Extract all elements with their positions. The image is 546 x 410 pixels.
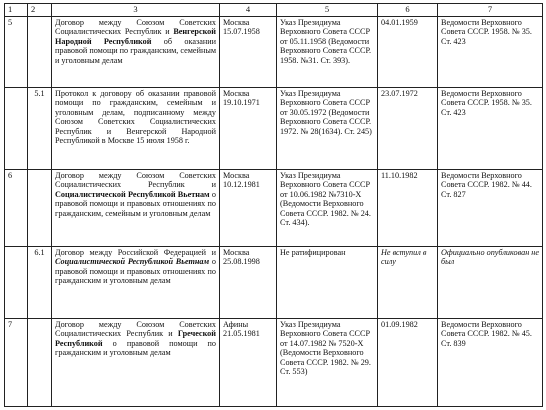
title-party: Социалистической Республикой Вьетнам xyxy=(55,257,210,267)
entry-into-force: Не вступил в силу xyxy=(378,247,438,319)
publication: Официально опубликован не был xyxy=(438,247,543,319)
place-date: Афины 21.05.1981 xyxy=(220,319,277,407)
title-party: Венгерской Народной Республикой xyxy=(55,27,216,46)
treaty-title xyxy=(52,319,220,407)
ratification: Указ Президиума Верховного Совета СССР от 10.06.1982 №7310-X (Ведомости Верховного Совета СССР. 1982. № 24. Ст. 434). xyxy=(277,170,378,247)
treaty-title xyxy=(52,17,220,88)
place-date: Москва 25.08.1998 xyxy=(220,247,277,319)
publication: Ведомости Верховного Совета СССР. 1958. № 35. Ст. 423 xyxy=(438,17,543,88)
col-header-4: 4 xyxy=(220,4,277,17)
col-header-5: 5 xyxy=(277,4,378,17)
row-subnumber xyxy=(28,170,52,247)
row-number: 5 xyxy=(5,17,28,88)
place-date: Москва 19.10.1971 xyxy=(220,88,277,170)
entry-into-force: 11.10.1982 xyxy=(378,170,438,247)
row-number: 7 xyxy=(5,319,28,407)
entry-into-force: 04.01.1959 xyxy=(378,17,438,88)
title-text-tail: об оказании правовой помощи по гражданским, семейным и уголовным делам xyxy=(55,36,217,65)
title-text: Договор между Российской Федерацией и xyxy=(55,248,216,257)
treaty-title xyxy=(52,247,220,319)
treaty-table xyxy=(4,3,543,407)
title-party: Социалистической Республикой Вьетнам xyxy=(55,189,210,199)
row-subnumber: 5.1 xyxy=(28,88,52,170)
place-date: Москва 10.12.1981 xyxy=(220,170,277,247)
table-row xyxy=(5,88,543,170)
table-row xyxy=(5,319,543,407)
ratification: Не ратифицирован xyxy=(277,247,378,319)
entry-into-force: 01.09.1982 xyxy=(378,319,438,407)
ratification: Указ Президиума Верховного Совета СССР от 05.11.1958 (Ведомости Верховного Совета СССР. 1958. №31. Ст. 393). xyxy=(277,17,378,88)
row-subnumber: 6.1 xyxy=(28,247,52,319)
place-date: Москва 15.07.1958 xyxy=(220,17,277,88)
col-header-7: 7 xyxy=(438,4,543,17)
col-header-1: 1 xyxy=(5,4,28,17)
col-header-2: 2 xyxy=(28,4,52,17)
table-row xyxy=(5,170,543,247)
title-text-tail: о правовой помощи и правовых отношениях по гражданским и уголовным делам xyxy=(55,257,217,286)
treaty-title xyxy=(52,88,220,170)
row-number xyxy=(5,88,28,170)
col-header-3: 3 xyxy=(52,4,220,17)
row-number: 6 xyxy=(5,170,28,247)
treaty-title xyxy=(52,170,220,247)
ratification: Указ Президиума Верховного Совета СССР от 14.07.1982 № 7520-X (Ведомости Верховного Совета СССР. 1982. № 29. Ст. 553) xyxy=(277,319,378,407)
header-row xyxy=(5,4,543,17)
title-party: Греческой Республикой xyxy=(55,329,216,348)
publication: Ведомости Верховного Совета СССР. 1982. № 44. Ст. 827 xyxy=(438,170,543,247)
title-text-tail: о правовой помощи по гражданским и уголовным делам xyxy=(55,338,216,358)
entry-into-force: 23.07.1972 xyxy=(378,88,438,170)
publication: Ведомости Верховного Совета СССР. 1958. № 35. Ст. 423 xyxy=(438,88,543,170)
title-text: Протокол к договору об оказании правовой помощи по гражданским, семейным и уголовным делам, подписанному между Союзом Советских Социалистических Республик и Венгерской Народной Республикой в Москве 15 июля 1958 г. xyxy=(55,89,216,146)
table-row xyxy=(5,17,543,88)
title-text: Договор между Союзом Советских Социалистических Республик и xyxy=(55,171,216,190)
col-header-6: 6 xyxy=(378,4,438,17)
publication: Ведомости Верховного Совета СССР. 1982. № 45. Ст. 839 xyxy=(438,319,543,407)
row-number xyxy=(5,247,28,319)
title-text: Договор между Союзом Советских Социалистических Республик и xyxy=(55,18,216,37)
ratification: Указ Президиума Верховного Совета СССР от 30.05.1972 (Ведомости Верховного Совета СССР. 1972. № 28(1634). Ст. 245) xyxy=(277,88,378,170)
row-subnumber xyxy=(28,17,52,88)
title-text-tail: о правовой помощи и правовых отношениях по гражданским, семейным и уголовным делам xyxy=(55,189,216,218)
row-subnumber xyxy=(28,319,52,407)
table-row xyxy=(5,247,543,319)
title-text: Договор между Союзом Советских Социалистических Республик и xyxy=(55,320,216,339)
